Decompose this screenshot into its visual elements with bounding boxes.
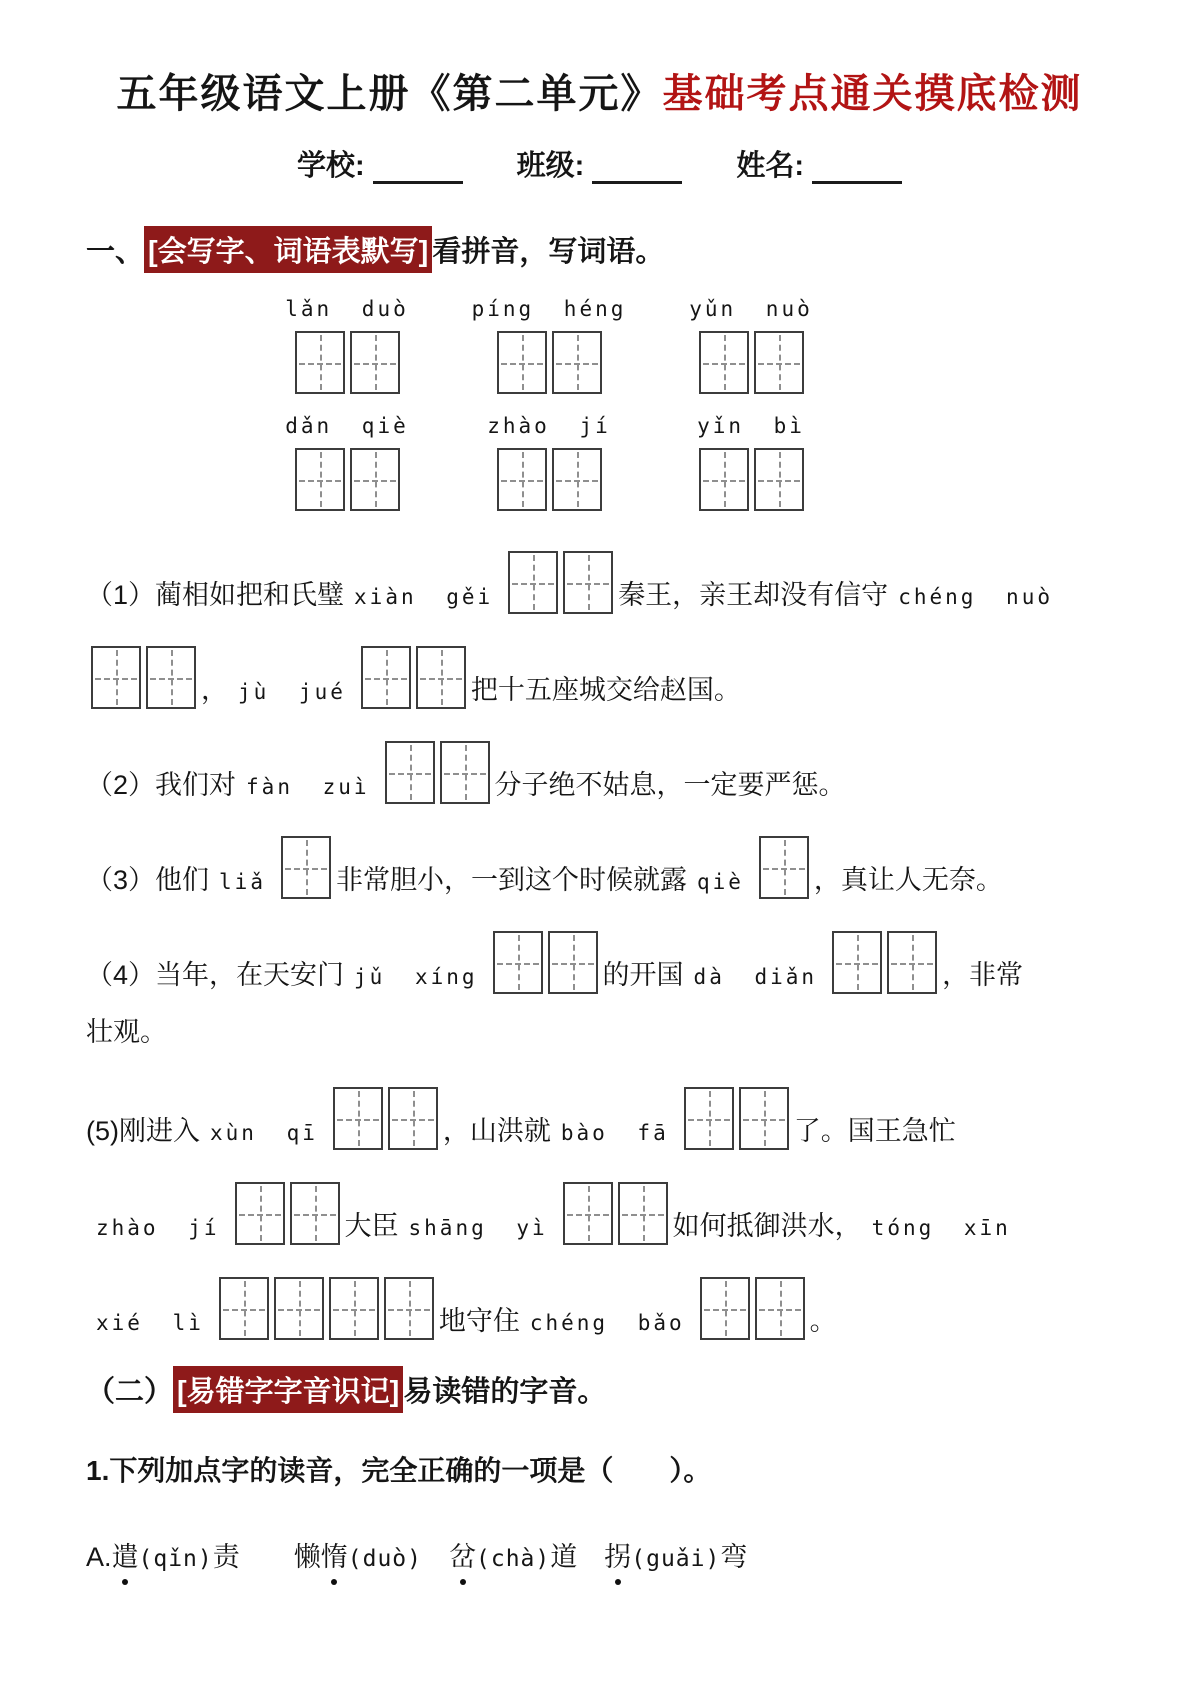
pinyin-label: dǎn qiè [285,414,409,438]
dotted-char: 惰 [321,1535,348,1574]
pinyin-label: dà diǎn [693,965,818,989]
class-field [517,143,683,184]
answer-box-group [295,331,400,394]
tianzige-box [699,448,749,511]
sentence-text: 的开国 [602,960,684,990]
sentence-text: 弯 [720,1542,748,1572]
section-1-instruction: 看拼音，写词语。 [432,236,665,268]
answer-box-group [493,931,598,994]
tianzige-box [350,331,400,394]
sentence-text: （2）我们对 [86,770,237,800]
pinyin-label: shāng yì [408,1216,548,1240]
pinyin-word-item [246,414,448,511]
answer-box-group [684,1087,789,1150]
answer-box-group [699,331,804,394]
sentence-text: 道 [550,1542,605,1572]
pinyin-label: fàn zuì [246,775,370,799]
sentence-text: 地守住 [438,1306,520,1336]
tianzige-box [700,1277,750,1340]
sentence-text: ，真让人无奈。 [813,865,1003,895]
dotted-char: 遣 [112,1535,139,1574]
pinyin-word-item [650,414,852,511]
sentence-text: ，非常 [942,960,1024,990]
sentence-text: ，山洪就 [442,1116,551,1146]
sentence-line-1b [86,614,1113,709]
answer-box-group [333,1087,438,1150]
tianzige-box [329,1277,379,1340]
tianzige-box [754,448,804,511]
sentence-line-1a [86,519,1113,614]
section-2-instruction: 易读错的字音。 [403,1376,607,1408]
section-1-badge: [会写字、词语表默写] [144,226,432,273]
tianzige-box [388,1087,438,1150]
sentence-text: 分子绝不姑息，一定要严惩。 [494,770,846,800]
sentence-text: （3）他们 [86,865,210,895]
tianzige-box [235,1182,285,1245]
tianzige-box [618,1182,668,1245]
tianzige-box [699,331,749,394]
pinyin-label: zhào jí [487,414,611,438]
sentence-text: A. [86,1542,112,1572]
student-info-row [86,143,1113,184]
tianzige-box [274,1277,324,1340]
pinyin-label: liǎ [219,870,266,894]
school-label: 学校: [296,150,365,182]
section-1-number: 一、 [86,236,145,268]
class-label: 班级: [516,150,585,182]
sentence-line-5b [86,1150,1113,1245]
answer-box-group [759,836,809,899]
sentence-text: 了。国王急忙 [793,1116,956,1146]
name-label: 姓名: [736,150,804,182]
sentence-text: 把十五座城交给赵国。 [470,675,741,705]
sentence-text: 如何抵御洪水， [672,1211,862,1241]
sentence-text: ， [201,675,228,705]
section-2-number: （二） [86,1376,174,1408]
answer-box-group [281,836,331,899]
pinyin-label: yǔn nuò [689,297,813,321]
pinyin-label: (qǐn) [138,1546,213,1572]
tianzige-box [755,1277,805,1340]
pinyin-label: chéng nuò [898,585,1053,609]
answer-box-group [699,448,804,511]
pinyin-label: píng héng [471,297,627,321]
pinyin-label: lǎn duò [285,297,409,321]
pinyin-word-item [448,414,650,511]
question-1: 1.下列加点字的读音，完全正确的一项是（ ）。 [86,1455,712,1486]
tianzige-box [552,448,602,511]
pinyin-label: (chà) [476,1546,551,1572]
section-2-badge: [易错字字音识记] [173,1366,403,1413]
sentence-section [86,519,1113,1340]
tianzige-box [333,1087,383,1150]
sentence-text: 秦王，亲王却没有信守 [618,580,889,610]
tianzige-box [759,836,809,899]
pinyin-word-item [650,297,852,394]
sentence-line-4b [86,1010,1113,1051]
pinyin-label: (guǎi) [631,1546,721,1572]
section-1-heading [86,226,1113,273]
answer-box-group [219,1277,434,1340]
tianzige-box [295,331,345,394]
page-title-black: 五年级语文上册《第二单元》 [116,72,663,116]
pinyin-label: bào fā [560,1121,669,1145]
answer-box-group [832,931,937,994]
tianzige-box [350,448,400,511]
pinyin-label: jù jué [238,680,346,704]
pinyin-label: tóng xīn [871,1216,1011,1240]
sentence-text: 壮观。 [86,1017,167,1047]
tianzige-box [508,551,558,614]
sentence-line-5a [86,1055,1113,1150]
tianzige-box [754,331,804,394]
tianzige-box [91,646,141,709]
tianzige-box [739,1087,789,1150]
answer-box-group [497,448,602,511]
pinyin-label: yǐn bì [697,414,805,438]
pinyin-word-item [246,297,448,394]
sentence-line-5c [86,1245,1113,1340]
pinyin-label: xiàn gěi [354,585,494,609]
answer-box-group [235,1182,340,1245]
tianzige-box [416,646,466,709]
tianzige-box [493,931,543,994]
sentence-line-2 [86,709,1113,804]
pinyin-label: chéng bǎo [529,1311,685,1335]
dotted-char: 拐 [604,1535,631,1574]
sentence-text: （1）蔺相如把和氏璧 [86,580,345,610]
school-field [297,143,463,184]
pinyin-label: xié lì [96,1311,204,1335]
tianzige-box [887,931,937,994]
page-title-red: 基础考点通关摸底检测 [662,72,1083,116]
answer-box-group [700,1277,805,1340]
sentence-text: 非常胆小，一到这个时候就露 [335,865,687,895]
tianzige-box [295,448,345,511]
sentence-text: (5)刚进入 [86,1116,200,1146]
pinyin-word-row [246,297,1113,394]
tianzige-box [219,1277,269,1340]
sentence-text [422,1535,449,1574]
tianzige-box [684,1087,734,1150]
sentence-text: 大臣 [344,1211,399,1241]
fill-in-blank-line [812,157,902,184]
tianzige-box [832,931,882,994]
fill-in-blank-line [592,157,682,184]
pinyin-word-row [246,414,1113,511]
fill-in-blank-line [373,157,463,184]
tianzige-box [563,551,613,614]
name-field [736,143,902,184]
tianzige-box [290,1182,340,1245]
pinyin-label: jǔ xíng [354,965,478,989]
pinyin-label: (duò) [347,1546,423,1572]
tianzige-box [281,836,331,899]
page-title [86,62,1113,119]
pinyin-word-item [448,297,650,394]
tianzige-box [146,646,196,709]
tianzige-box [384,1277,434,1340]
tianzige-box [497,448,547,511]
tianzige-box [385,741,435,804]
tianzige-box [548,931,598,994]
answer-box-group [508,551,613,614]
tianzige-box [563,1182,613,1245]
sentence-line-3 [86,804,1113,899]
answer-box-group [361,646,466,709]
answer-box-group [497,331,602,394]
sentence-text: 。 [809,1306,837,1336]
tianzige-box [361,646,411,709]
section-2-heading [86,1366,1113,1413]
answer-box-group [385,741,490,804]
pinyin-label: qiè [696,870,744,894]
tianzige-box [497,331,547,394]
pinyin-label: xùn qī [210,1121,318,1145]
pinyin-label: zhào jí [96,1216,220,1240]
sentence-text: 责 懒 [212,1542,321,1572]
sentence-text: （4）当年，在天安门 [86,960,345,990]
tianzige-box [440,741,490,804]
answer-box-group [563,1182,668,1245]
answer-box-group [295,448,400,511]
option-a-line [86,1535,1113,1574]
tianzige-box [552,331,602,394]
sentence-line-4a [86,899,1113,994]
answer-box-group [91,646,196,709]
dotted-char: 岔 [449,1535,476,1574]
